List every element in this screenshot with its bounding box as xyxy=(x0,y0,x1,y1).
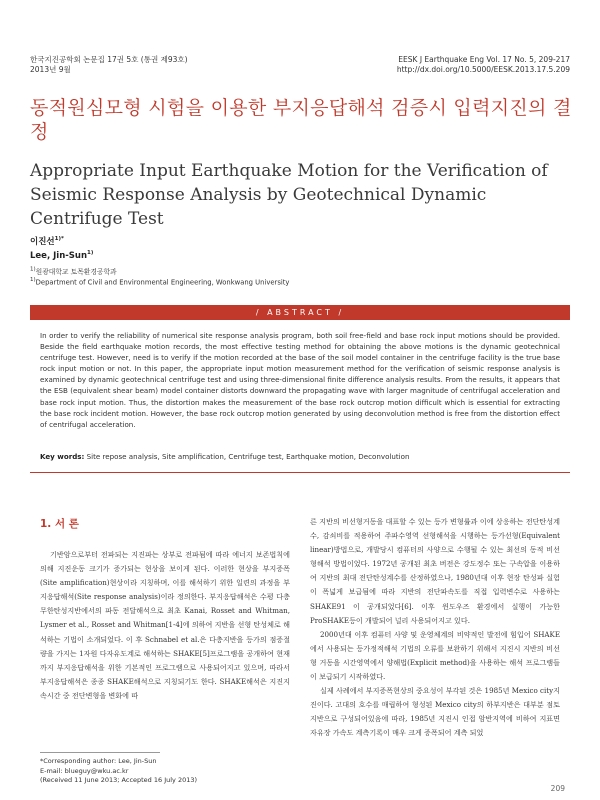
corresponding-author: *Corresponding author: Lee, Jin-Sun xyxy=(40,757,157,765)
abstract-header-bar xyxy=(30,305,570,320)
keywords-list: Site repose analysis, Site amplification, Centrifuge test, Earthquake motion, Deconvolution xyxy=(86,452,410,461)
abstract-text: In order to verify the reliability of numerical site response analysis program, both soil free-field and base rock input motions should be provided. Beside the field earthquake motion records, the most effective testing method for obtaining the above motions is the dynamic geotechnical centrifuge test. However, need is to verify if the motion recorded at the base of the soil model container in the centrifuge facility is the true base rock input motion or not. In this paper, the appropriate input motion measurement method for the verification of seismic response analysis is examined by dynamic geotechnical centrifuge test and using three-dimensional finite difference analysis results. From the results, it appears that the ESB (equivalent shear beam) model container distorts downward the propagating wave with larger magnitude of centrifugal acceleration and base rock input motion. Thus, the distortion makes the measurement of the base rock outcrop motion difficult which is essential for extracting the base rock incident motion. However, the base rock outcrop motion generated by using deconvolution method is free from the distortion effect of centrifugal acceleration. xyxy=(40,331,560,429)
footnote-divider xyxy=(40,752,160,753)
journal-header-right xyxy=(397,55,570,75)
paper-title-english: Appropriate Input Earthquake Motion for the Verification of Seismic Response Analysis by Geotechnical Dynamic Centrifuge Test xyxy=(30,161,548,229)
author-name-en: Lee, Jin-Sun xyxy=(30,250,88,261)
doi-link[interactable]: http://dx.doi.org/10.5000/EESK.2013.17.5.209 xyxy=(396,65,570,74)
abstract-label: / ABSTRACT / xyxy=(255,308,345,317)
abstract-divider xyxy=(30,472,570,473)
keywords-label: Key words: xyxy=(40,452,85,461)
author-email[interactable]: E-mail: blueguy@wku.ac.kr xyxy=(40,766,129,775)
received-dates: (Received 11 June 2013; Accepted 16 July 2013) xyxy=(40,776,198,784)
author-english xyxy=(30,250,93,261)
author-sup-en: 1) xyxy=(87,250,94,256)
journal-header-left xyxy=(30,55,188,75)
affiliation-korean xyxy=(30,266,117,276)
aff2-sup: 1) xyxy=(30,277,36,283)
author-name-ko: 이진선 xyxy=(30,237,55,247)
author-sup-ko: 1)* xyxy=(54,236,64,243)
paper-title-korean: 동적원심모형 시험을 이용한 부지응답해석 검증시 입력지진의 결정 xyxy=(30,97,572,143)
affiliation-english xyxy=(30,277,289,286)
paragraph: 른 지반의 비선형거동을 대표할 수 있는 등가 변형률과 이에 상응하는 전단탄성계수, 감쇠비를 적용하여 주파수영역 선형해석을 시행하는 등가선형(Equivalent linear)방법으로, 개발당시 컴퓨터의 사양으로 수행될 수 있는 최선의 동적 비선형해석 방법이었다. 1972년 공개된 최초 버전은 강도정수 또는 구속압을 이용하여 지반의 최대 전단탄성계수를 산정하였으나, 1980년대 이후 현장 탄성파 실험이 폭넓게 보급됨에 따라 지반의 전단파속도를 직접 입력변수로 사용하는 SHAKE91 이 공개되었다[6]. 이후 윈도우즈 환경에서 실행이 가능한 ProSHAKE등이 개발되어 널리 사용되어지고 있다. xyxy=(310,517,560,625)
footnote xyxy=(40,757,197,786)
page-number: 209 xyxy=(550,784,565,793)
paragraph: 기반암으로부터 전파되는 지진파는 상부로 전파됨에 따라 에너지 보존법칙에 의해 지진운동 크기가 증가되는 현상을 보이게 된다. 이러한 현상을 부지증폭(Site amplification)현상이라 지칭하며, 이를 해석하기 위한 일련의 과정을 부지응답해석(Site response analysis)이라 정의한다. 부지응답해석은 수평 다층 무한탄성지반에서의 파동 전달해석으로 최초 Kanai, Rosset and Whitman, Lysmer et al., Rosset and Whitman[1-4]에 의하여 지반을 선형 탄성체로 해석하는 기법이 소개되었다. 이 후 Schnabel et al.은 다층지반을 등가의 점증절량을 가지는 1자원 다자유도계로 해석하는 SHAKE[5]프로그램을 공개하여 현재까지 부지응답해석을 위한 기본적인 프로그램으로 사용되어지고 있으며, 따라서 부지응답해석은 종종 SHAKE해석으로 지칭되기도 한다. SHAKE해석은 지진지속시간 중 전단변형을 변화에 따 xyxy=(40,550,290,700)
keywords xyxy=(40,452,560,461)
journal-citation: EESK J Earthquake Eng Vol. 17 No. 5, 209-217 xyxy=(398,55,570,64)
author-korean xyxy=(30,235,64,247)
aff1-text: 원광대학교 토목환경공학과 xyxy=(35,268,117,276)
body-column-right xyxy=(310,515,560,741)
journal-name-ko: 한국지진공학회 논문집 17권 5호 (통권 제93호) xyxy=(30,55,188,64)
section-title-introduction: 1. 서 론 xyxy=(40,518,79,530)
aff2-text: Department of Civil and Environmental Engineering, Wonkwang University xyxy=(35,278,290,287)
paragraph: 실제 사례에서 부지증폭현상의 중요성이 부각된 것은 1985년 Mexico city지진이다. 고대의 호수를 매립하여 형성된 Mexico city의 하부지반은 대부분 점토지반으로 구성되어있음에 따라, 1985년 지진시 인접 암반지역에 비하여 지표면 자유장 가속도 계측기록이 매우 크게 증폭되어 계측 되었 xyxy=(310,686,560,738)
body-column-left xyxy=(40,548,290,703)
aff1-sup: 1) xyxy=(30,266,36,273)
paragraph: 2000년대 이후 컴퓨터 사양 및 운영체계의 비약적인 발전에 힘입어 SHAKE에서 사용되는 등가정적해석 기법의 오류를 보완하기 위해서 지진시 지반의 비선형 거동을 시간영역에서 양해법(Explicit method)을 사용하는 해석 프로그램들이 보급되기 시작하였다. xyxy=(310,629,560,682)
journal-date-ko: 2013년 9월 xyxy=(30,65,71,74)
